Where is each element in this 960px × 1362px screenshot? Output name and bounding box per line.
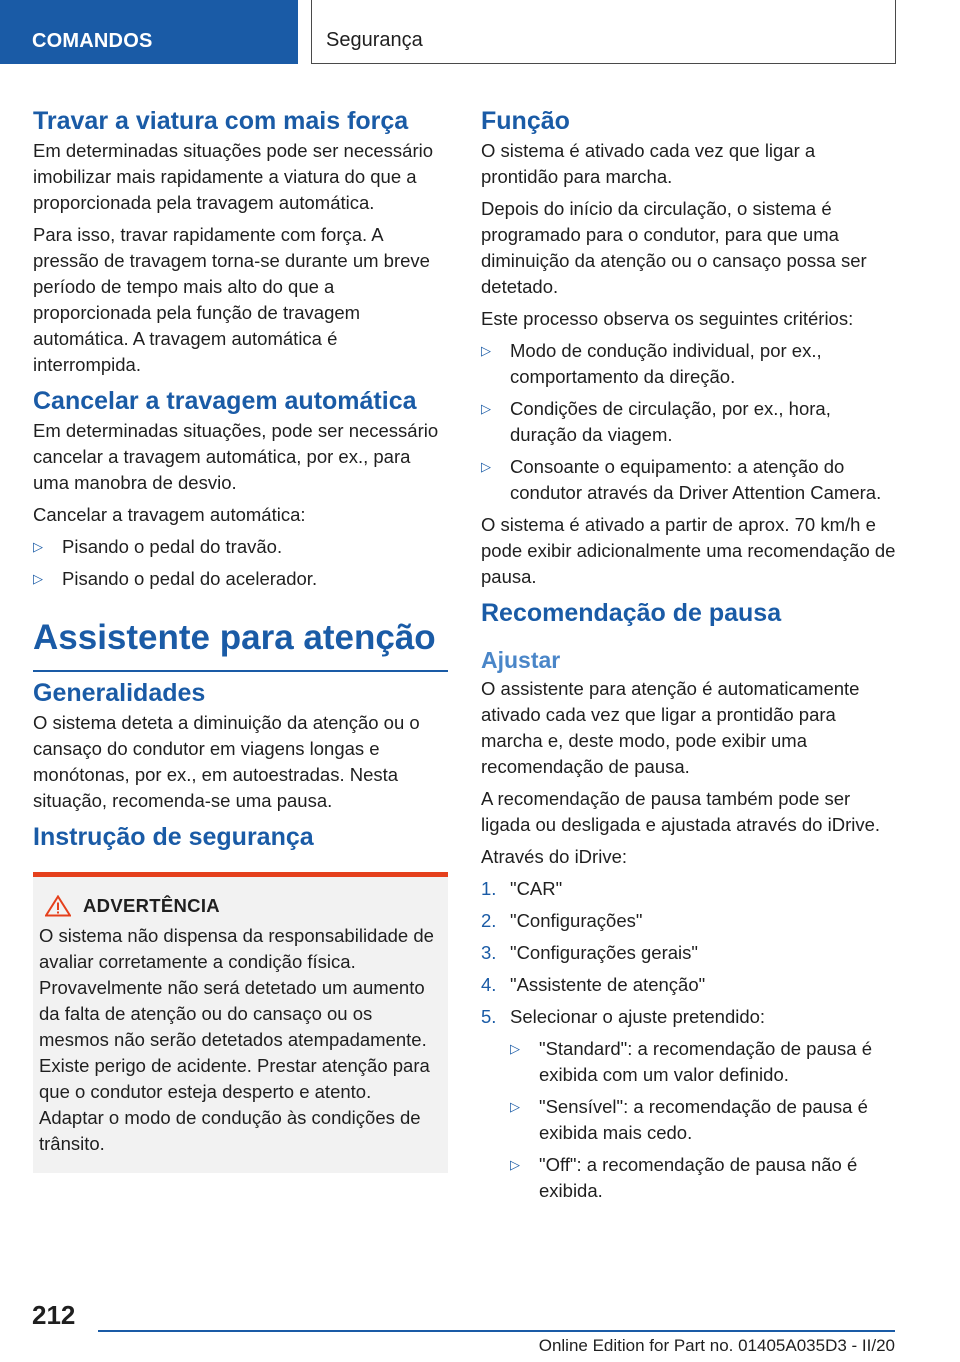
triangle-right-icon: ▷ (33, 571, 43, 586)
paragraph: O sistema é ativado cada vez que ligar a prontidão para marcha. (481, 140, 816, 187)
page-number: 212 (32, 1300, 76, 1330)
warning-title: ADVERTÊNCIA (83, 895, 220, 916)
paragraph: Para isso, travar rapidamente com força. A pressão de travagem torna-se durante um breve período de tempo mais alto do que a proporcionada pela função de travagem automática. A travagem automática é interrompida. (33, 224, 430, 375)
triangle-right-icon: ▷ (481, 401, 491, 416)
list-item: ▷ Consoante o equipamento: a atenção do condutor através da Driver Attention Camera. (481, 456, 882, 503)
footer-rule (98, 1330, 895, 1332)
warning-box (33, 872, 448, 1173)
warning-triangle-icon (45, 895, 71, 917)
triangle-right-icon: ▷ (510, 1157, 520, 1172)
warning-text: O sistema não dispensa da responsabilidade de avaliar corretamente a condição física. Provavelmente não será detetado um aumento da falta de atenção ou do cansaço ou os mesmos não serão detetados atempadamente. Existe perigo de acidente. Prestar atenção para que o condutor esteja desperto e atento. Adaptar o modo de condução às condições de trânsito. (39, 925, 434, 1154)
heading-recomendacao: Recomendação de pausa (481, 599, 782, 627)
paragraph: O assistente para atenção é automaticamente ativado cada vez que ligar a prontidão para marcha e, deste modo, pode exibir uma recomendação de pausa. (481, 678, 860, 777)
step-item: 4. "Assistente de atenção" (481, 972, 896, 998)
list-item: ▷ "Sensível": a recomendação de pausa é exibida mais cedo. (510, 1096, 868, 1143)
paragraph: Este processo observa os seguintes critérios: (481, 308, 854, 329)
step-number: 2. (481, 910, 497, 931)
heading-funcao: Função (481, 107, 570, 135)
header-section: Segurança (311, 0, 896, 64)
heading-travar-forca: Travar a viatura com mais força (33, 107, 409, 135)
triangle-right-icon: ▷ (510, 1099, 520, 1114)
triangle-right-icon: ▷ (481, 459, 491, 474)
warning-header (39, 895, 434, 917)
heading-ajustar: Ajustar (481, 647, 561, 673)
heading-assistente: Assistente para atenção (33, 616, 448, 672)
paragraph: Em determinadas situações pode ser necessário imobilizar mais rapidamente a viatura do que a proporcionada pela travagem automática. (33, 140, 434, 213)
header-tab: COMANDOS (0, 0, 298, 64)
triangle-right-icon: ▷ (481, 343, 491, 358)
paragraph: Em determinadas situações, pode ser necessário cancelar a travagem automática, por ex., para uma manobra de desvio. (33, 420, 439, 493)
right-column (481, 100, 896, 1210)
footer-edition: Online Edition for Part no. 01405A035D3 - II/20 (538, 1336, 895, 1355)
heading-cancelar: Cancelar a travagem automática (33, 387, 417, 415)
list-item: ▷ Pisando o pedal do acelerador. (33, 566, 448, 592)
list-item: ▷ "Off": a recomendação de pausa não é exibida. (510, 1154, 858, 1201)
steps-list (481, 876, 896, 1204)
paragraph: A recomendação de pausa também pode ser ligada ou desligada e ajustada através do iDrive. (481, 788, 881, 835)
heading-seguranca: Instrução de segurança (33, 823, 314, 851)
list-item: ▷ Modo de condução individual, por ex., comportamento da direção. (481, 340, 822, 387)
criteria-list (481, 338, 896, 506)
heading-generalidades: Generalidades (33, 679, 206, 707)
step-number: 1. (481, 878, 497, 899)
step-item: 5. Selecionar o ajuste pretendido: ▷ "Standard": a recomendação de pausa é exibida com um valor definido. ▷ "Sensível": a recomendação de pausa é exibida mais cedo. ▷ "Off": a recomendação de pausa não é exibida. (481, 1004, 896, 1204)
paragraph: O sistema deteta a diminuição da atenção ou o cansaço do condutor em viagens longas e monótonas, por ex., em autoestradas. Nesta situação, recomenda-se uma pausa. (33, 712, 420, 811)
list-item: ▷ "Standard": a recomendação de pausa é exibida com um valor definido. (510, 1038, 872, 1085)
step-number: 3. (481, 942, 497, 963)
triangle-right-icon: ▷ (510, 1041, 520, 1056)
paragraph: Cancelar a travagem automática: (33, 504, 306, 525)
paragraph: Depois do início da circulação, o sistema é programado para o condutor, para que uma diminuição da atenção ou o cansaço possa ser detetado. (481, 198, 867, 297)
step-item: 1. "CAR" (481, 876, 896, 902)
left-column (33, 100, 448, 1173)
step-item: 2. "Configurações" (481, 908, 896, 934)
options-list (510, 1036, 896, 1204)
step-item: 3. "Configurações gerais" (481, 940, 896, 966)
step-number: 4. (481, 974, 497, 995)
list-item: ▷ Pisando o pedal do travão. (33, 534, 448, 560)
list-item: ▷ Condições de circulação, por ex., hora, duração da viagem. (481, 398, 831, 445)
triangle-right-icon: ▷ (33, 539, 43, 554)
paragraph: Através do iDrive: (481, 846, 627, 867)
cancel-list (33, 534, 448, 592)
paragraph: O sistema é ativado a partir de aprox. 70 km/h e pode exibir adicionalmente uma recomendação de pausa. (481, 514, 896, 587)
step-number: 5. (481, 1006, 497, 1027)
